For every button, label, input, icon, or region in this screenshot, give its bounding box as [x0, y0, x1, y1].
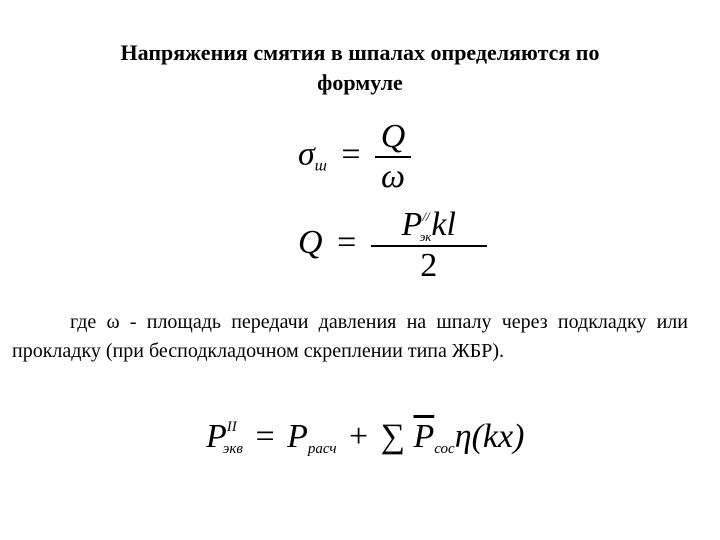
denominator-omega: ω: [381, 157, 406, 195]
equals-sign: =: [337, 224, 357, 262]
fraction-load: [371, 206, 487, 285]
p-rasch-symbol: P: [287, 418, 308, 455]
q-symbol: Q: [298, 224, 323, 262]
equals-sign: =: [341, 135, 361, 173]
numerator-load: [371, 206, 487, 245]
slide-title: [0, 38, 720, 98]
equals-sign: =: [255, 418, 275, 455]
formula-equivalent-load: [206, 418, 524, 458]
fraction-q-omega: [375, 118, 411, 196]
numerator-q: Q: [380, 118, 406, 155]
p-subscript: эк: [419, 229, 432, 244]
plus-sign: +: [349, 418, 369, 455]
eta-symbol: η: [454, 418, 472, 455]
description-paragraph: [12, 308, 688, 366]
formula-load: [298, 206, 487, 285]
title-line-1: Напряжения смятия в шпалах определяются по: [120, 40, 600, 65]
sigma-subscript: ш: [314, 157, 327, 175]
p-superscript: //: [422, 209, 430, 224]
p-ekv-superscript: II: [226, 419, 237, 435]
sum-symbol: ∑: [380, 418, 405, 455]
p-rasch-subscript: расч: [307, 441, 337, 457]
p-sos-symbol: $\overline{P}$: [413, 418, 435, 455]
denominator-two: 2: [420, 246, 438, 284]
p-sos-subscript: сос: [434, 441, 455, 457]
p-symbol: P: [401, 206, 423, 243]
kl-symbols: kl: [431, 206, 456, 243]
kx-argument: (kx): [471, 418, 525, 455]
sigma-symbol: σ: [298, 135, 315, 173]
description-text: где ω - площадь передачи давления на шпалу через подкладку или прокладку (при бесподкладочном скреплении типа ЖБР).: [12, 311, 688, 362]
p-ekv-symbol: P: [206, 418, 227, 455]
title-line-2: формуле: [317, 70, 403, 95]
p-ekv-subscript: экв: [222, 441, 243, 457]
formula-stress: [298, 118, 411, 196]
